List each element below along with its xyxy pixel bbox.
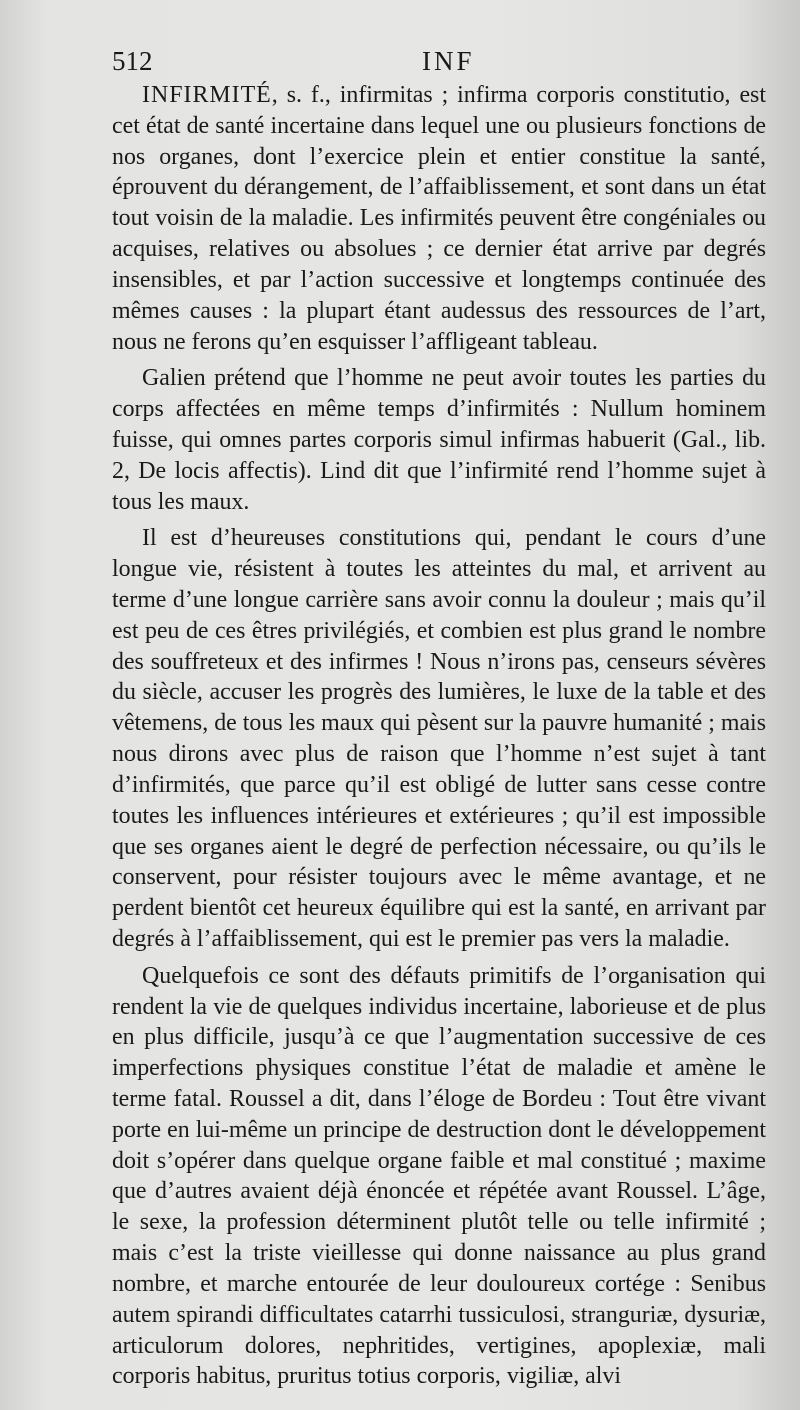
running-head: INF bbox=[422, 46, 475, 76]
paragraph-infirmite bbox=[112, 80, 766, 357]
body-text bbox=[112, 80, 766, 1392]
paragraph-text: Quelquefois ce sont des défauts primitifs de l’organisation qui rendent la vie de quelques individus incertaine, laborieuse et de plus en plus difficile, jusqu’à ce que l’augmentation successive de ces imperfections physiques constitue l’état de maladie et amène le terme fatal. Roussel a dit, dans l’éloge de Bordeu : Tout être vivant porte en lui-même un principe de destruction dont le développement doit s’opérer dans quelque organe faible et mal constitué ; maxime que d’autres avaient déjà énoncée et répétée avant Roussel. L’âge, le sexe, la profession déterminent plutôt telle ou telle infirmité ; mais c’est la triste vieillesse qui donne naissance au plus grand nombre, et marche entourée de leur douloureux cortége : Senibus autem spirandi difficultates catarrhi tussiculosi, stranguriæ, dysuriæ, articulorum dolores, nephritides, vertigines, apoplexiæ, mali corporis habitus, pruritus totius corporis, vigiliæ, alvi bbox=[112, 962, 766, 1390]
paragraph-text: , s. f., infirmitas ; infirma corporis constitutio, est cet état de santé incertaine dans lequel une ou plusieurs fonctions de nos organes, dont l’exercice plein et entier constitue la santé, éprouvent du dérangement, de l’affaiblissement, et sont dans un état tout voisin de la maladie. Les infirmités peuvent être congéniales ou acquises, relatives ou absolues ; ce dernier état arrive par degrés insensibles, et par l’action successive et longtemps continuée des mêmes causes : la plupart étant audessus des ressources de l’art, nous ne ferons qu’en esquisser l’affligeant tableau. bbox=[112, 82, 766, 355]
paragraph-text: Galien prétend que l’homme ne peut avoir toutes les parties du corps affectées en même temps d’infirmités : Nullum hominem fuisse, qui omnes partes corporis simul infirmas habuerit (Gal., lib. 2, De locis affectis). Lind dit que l’infirmité rend l’homme sujet à tous les maux. bbox=[112, 365, 766, 515]
paragraph-defauts bbox=[112, 961, 766, 1392]
paragraph-galien bbox=[112, 363, 766, 517]
headword: INFIRMITÉ bbox=[142, 82, 272, 108]
paragraph-constitutions bbox=[112, 523, 766, 954]
page-number: 512 bbox=[112, 46, 153, 76]
paragraph-text: Il est d’heureuses constitutions qui, pendant le cours d’une longue vie, résistent à toutes les atteintes du mal, et arrivent au terme d’une longue carrière sans avoir connu la douleur ; mais qu’il est peu de ces êtres privilégiés, et combien est plus grand le nombre des souffreteux et des infirmes ! Nous n’irons pas, censeurs sévères du siècle, accuser les progrès des lumières, le luxe de la table et des vêtemens, de tous les maux qui pèsent sur la pauvre humanité ; mais nous dirons avec plus de raison que l’homme n’est sujet à tant d’infirmités, que parce qu’il est obligé de lutter sans cesse contre toutes les influences intérieures et extérieures ; qu’il est impossible que ses organes aient le degré de perfection nécessaire, ou qu’ils le conservent, pour résister toujours avec le même avantage, et ne perdent bientôt cet heureux équilibre qui est la santé, en arrivant par degrés à l’affaiblissement, qui est le premier pas vers la maladie. bbox=[112, 525, 766, 952]
page-header bbox=[112, 46, 766, 82]
